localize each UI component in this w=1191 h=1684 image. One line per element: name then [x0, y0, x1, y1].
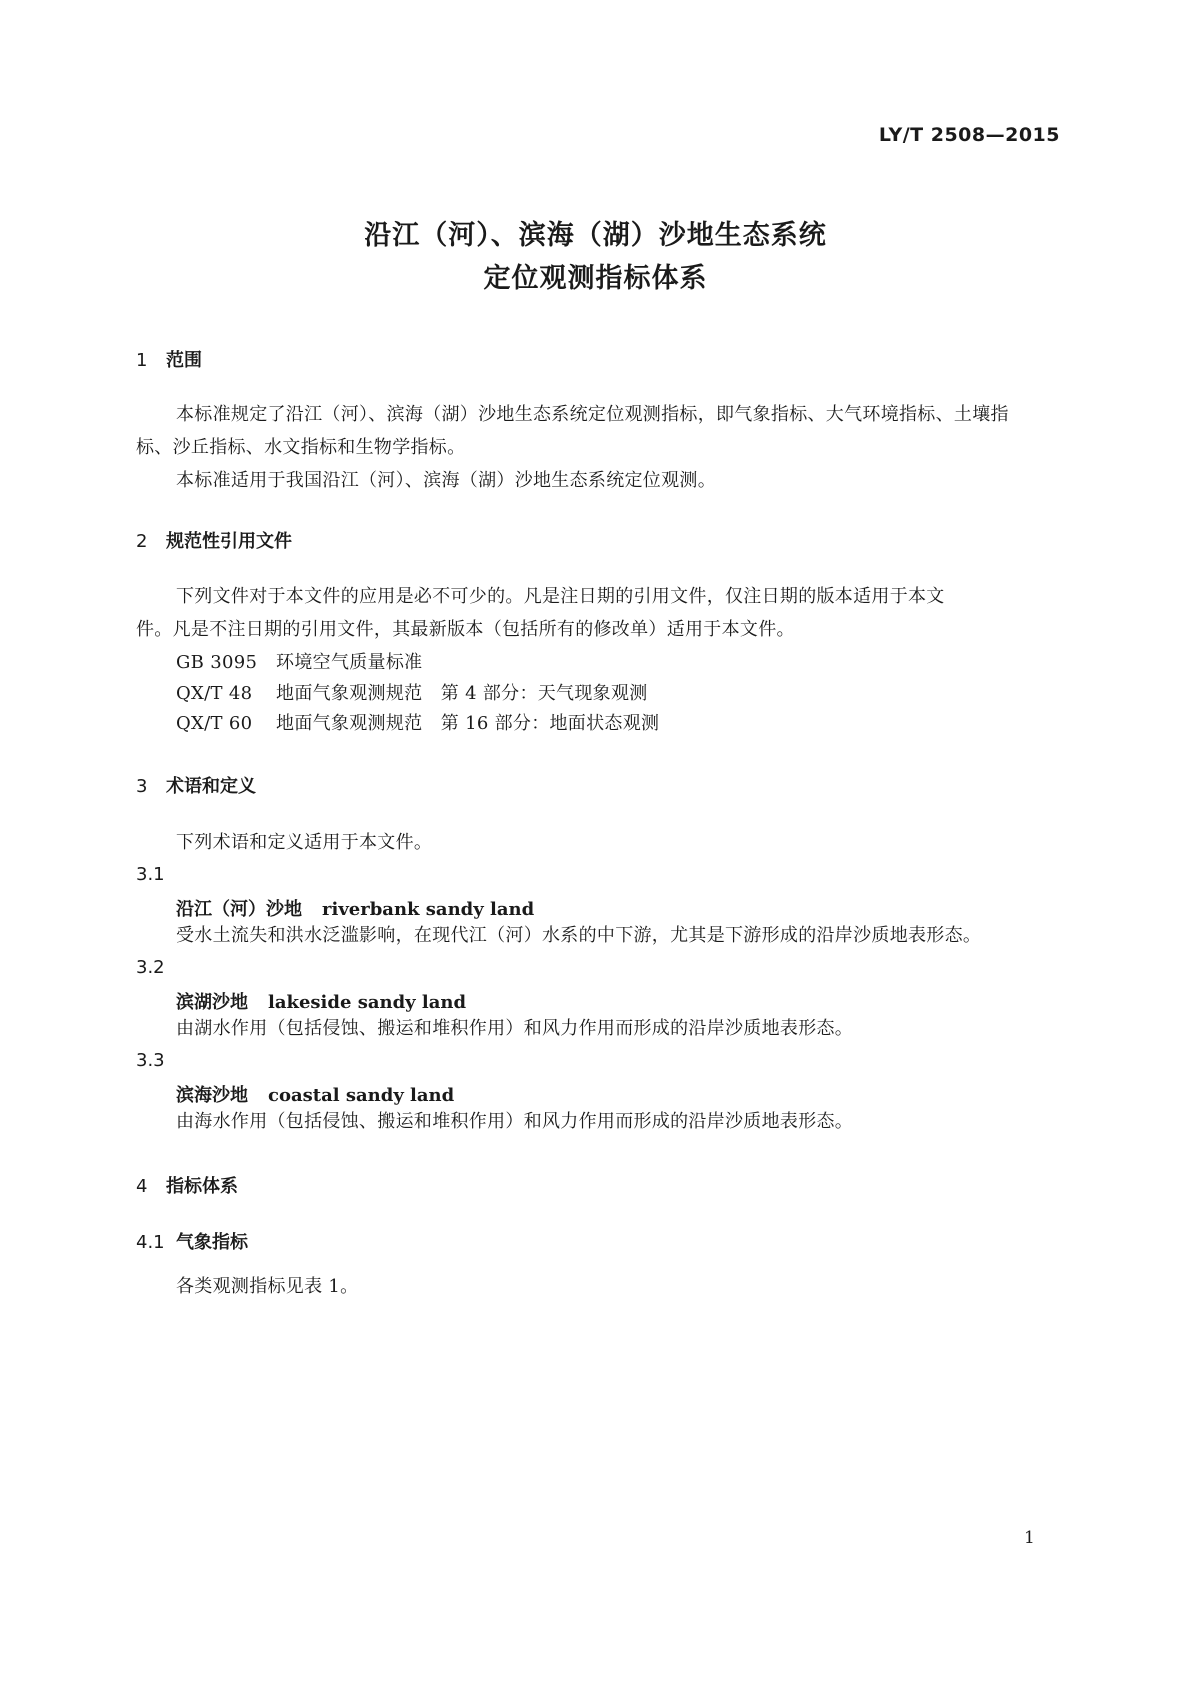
reference-title: 地面气象观测规范 第 4 部分：天气现象观测: [276, 683, 648, 704]
section-2-paragraph-line1: 下列文件对于本文件的应用是必不可少的。凡是注日期的引用文件，仅注日期的版本适用于本文: [176, 586, 945, 607]
reference-item: [176, 646, 422, 679]
document-title-line1: 沿江（河）、滨海（湖）沙地生态系统: [364, 220, 827, 251]
section-1-heading: [136, 346, 202, 372]
term-english: lakeside sandy land: [268, 992, 467, 1013]
reference-title: 地面气象观测规范 第 16 部分：地面状态观测: [276, 713, 660, 734]
section-1-paragraph-line1: 本标准规定了沿江（河）、滨海（湖）沙地生态系统定位观测指标，即气象指标、大气环境指标、土壤指: [176, 404, 1009, 425]
section-2-paragraph-line2: 件。凡是不注日期的引用文件，其最新版本（包括所有的修改单）适用于本文件。: [136, 619, 795, 640]
term-heading: [176, 895, 534, 921]
page-number: 1: [1024, 1528, 1035, 1548]
term-english: riverbank sandy land: [322, 899, 535, 920]
section-3-intro: 下列术语和定义适用于本文件。: [176, 832, 433, 853]
section-number: 4: [136, 1176, 148, 1197]
term-definition: 受水土流失和洪水泛滥影响，在现代江（河）水系的中下游，尤其是下游形成的沿岸沙质地表形态。: [176, 925, 982, 946]
reference-item: [176, 677, 648, 710]
document-title-line2: 定位观测指标体系: [483, 263, 708, 294]
section-4-heading: [136, 1172, 238, 1198]
section-number: 1: [136, 350, 148, 371]
section-title: 范围: [166, 350, 202, 371]
term-number: 3.3: [136, 1050, 165, 1071]
term-english: coastal sandy land: [268, 1085, 455, 1106]
term-heading: [176, 1081, 454, 1107]
term-definition: 由湖水作用（包括侵蚀、搬运和堆积作用）和风力作用而形成的沿岸沙质地表形态。: [176, 1018, 854, 1039]
reference-code: QX/T 60: [176, 713, 253, 734]
section-1-paragraph-line2: 标、沙丘指标、水文指标和生物学指标。: [136, 437, 466, 458]
section-title: 指标体系: [166, 1176, 238, 1197]
term-chinese: 滨海沙地: [176, 1085, 248, 1106]
term-number: 3.2: [136, 957, 165, 978]
subsection-number: 4.1: [136, 1232, 165, 1253]
section-2-heading: [136, 527, 292, 553]
term-chinese: 滨湖沙地: [176, 992, 248, 1013]
subsection-title: 气象指标: [176, 1232, 248, 1253]
section-number: 3: [136, 776, 148, 797]
section-number: 2: [136, 531, 148, 552]
reference-title: 环境空气质量标准: [276, 652, 423, 673]
subsection-4-1-heading: [136, 1228, 248, 1254]
standard-code: LY/T 2508—2015: [878, 124, 1060, 146]
section-title: 规范性引用文件: [166, 531, 292, 552]
reference-item: [176, 707, 659, 740]
reference-code: QX/T 48: [176, 683, 253, 704]
subsection-4-1-paragraph: 各类观测指标见表 1。: [176, 1276, 359, 1297]
term-definition: 由海水作用（包括侵蚀、搬运和堆积作用）和风力作用而形成的沿岸沙质地表形态。: [176, 1111, 854, 1132]
term-heading: [176, 988, 466, 1014]
section-1-scope-paragraph: 本标准适用于我国沿江（河）、滨海（湖）沙地生态系统定位观测。: [176, 470, 716, 491]
term-number: 3.1: [136, 864, 165, 885]
section-title: 术语和定义: [166, 776, 256, 797]
term-chinese: 沿江（河）沙地: [176, 899, 302, 920]
section-3-heading: [136, 772, 256, 798]
reference-code: GB 3095: [176, 652, 258, 673]
